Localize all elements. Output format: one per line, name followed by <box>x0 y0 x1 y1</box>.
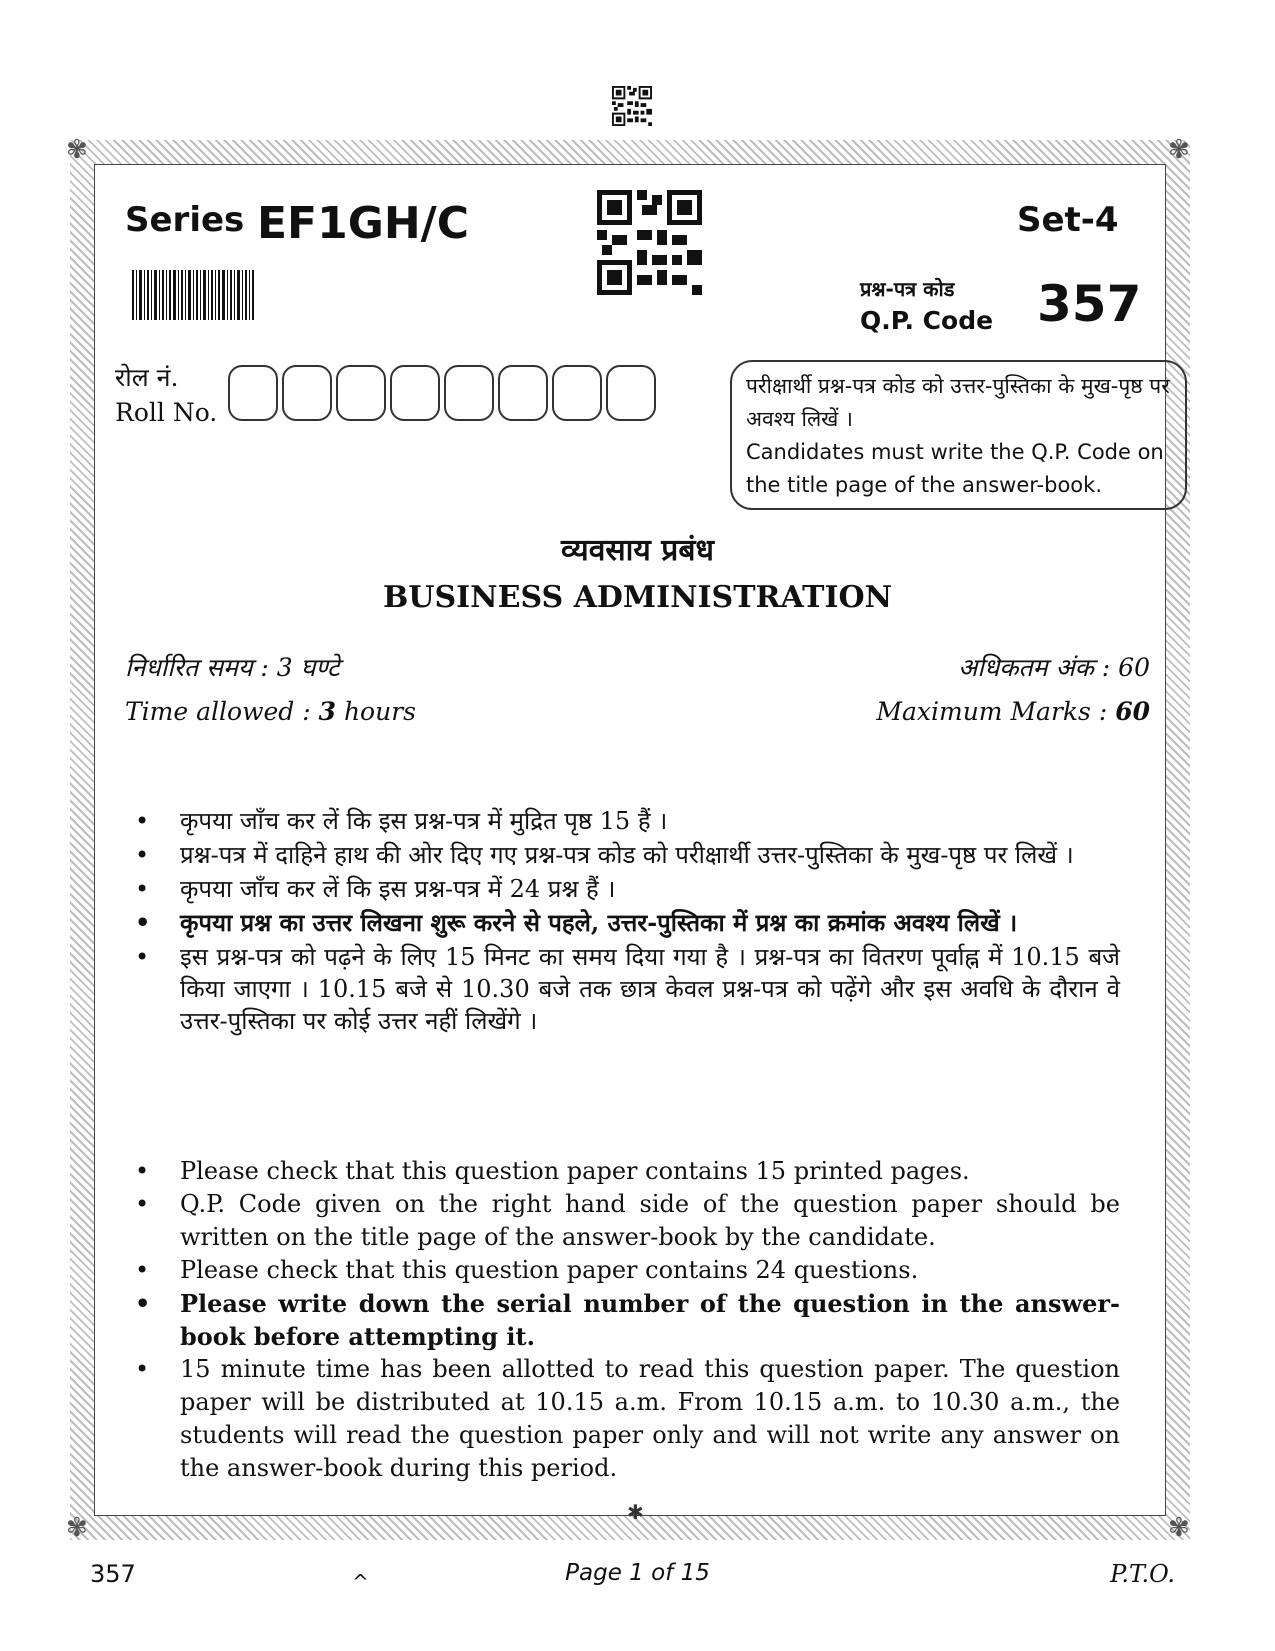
roll-number-box[interactable] <box>390 365 440 421</box>
qp-code-value: 357 <box>1037 275 1142 333</box>
roll-number-box[interactable] <box>552 365 602 421</box>
roll-number-label-hindi: रोल नं. <box>115 363 179 392</box>
roll-number-label: Roll No. <box>115 398 218 427</box>
series-label: Series <box>125 200 245 240</box>
roll-number-box[interactable] <box>228 365 278 421</box>
instructions-english <box>135 1155 1120 1485</box>
time-label: Time allowed : <box>125 697 319 726</box>
series-value: EF1GH/C <box>257 198 470 249</box>
page-number: Page 1 of 15 <box>565 1560 710 1586</box>
instruction-item: • कृपया जाँच कर लें कि इस प्रश्न-पत्र में 24 प्रश्न हैं । <box>135 873 1120 905</box>
instruction-item: • कृपया जाँच कर लें कि इस प्रश्न-पत्र में मुद्रित पृष्ठ 15 हैं । <box>135 805 1120 837</box>
instruction-item: • इस प्रश्न-पत्र को पढ़ने के लिए 15 मिनट का समय दिया गया है । प्रश्न-पत्र का वितरण पूर्वाह्न में 10.15 बजे किया जाएगा । 10.15 बजे से 10.30 बजे तक छात्र केवल प्रश्न-पत्र को पढ़ेंगे और इस अवधि के दौरान वे उत्तर-पुस्तिका पर कोई उत्तर नहीं लिखेंगे । <box>135 941 1120 1037</box>
roll-number-boxes <box>228 365 660 421</box>
instruction-item: • कृपया प्रश्न का उत्तर लिखना शुरू करने से पहले, उत्तर-पुस्तिका में प्रश्न का क्रमांक अवश्य लिखें । <box>135 907 1120 939</box>
ornament-icon: ✾ <box>1168 135 1190 165</box>
please-turn-over: P.T.O. <box>1110 1560 1175 1588</box>
notice-hindi: परीक्षार्थी प्रश्न-पत्र कोड को उत्तर-पुस्तिका के मुख-पृष्ठ पर अवश्य लिखें । <box>746 374 1170 431</box>
roll-number-box[interactable] <box>498 365 548 421</box>
qp-code-label-hindi: प्रश्न-पत्र कोड <box>860 277 955 301</box>
barcode-icon <box>132 270 254 320</box>
qp-code-label: Q.P. Code <box>860 306 994 335</box>
subject-title: BUSINESS ADMINISTRATION <box>382 580 893 615</box>
set-number: Set-4 <box>1017 200 1119 240</box>
maximum-marks <box>876 697 1150 726</box>
time-unit: hours <box>336 697 416 726</box>
instructions-hindi <box>135 805 1120 1039</box>
roll-number-box[interactable] <box>336 365 386 421</box>
notice-english: Candidates must write the Q.P. Code on the title page of the answer-book. <box>746 440 1164 497</box>
instruction-item: • Q.P. Code given on the right hand side of the question paper should be written on the title page of the answer-book by the candidate. <box>135 1188 1120 1254</box>
qr-code-icon <box>612 86 652 126</box>
time-value: 3 <box>318 697 336 726</box>
footer-mark: ^ <box>352 1570 369 1594</box>
marks-label: Maximum Marks : <box>876 697 1116 726</box>
time-allowed <box>125 697 416 726</box>
instruction-item: • Please check that this question paper contains 24 questions. <box>135 1254 1120 1287</box>
qp-code-notice <box>730 360 1187 510</box>
time-allowed-hindi: निर्धारित समय : 3 घण्टे <box>125 653 340 682</box>
roll-number-box[interactable] <box>606 365 656 421</box>
instruction-item: • Please write down the serial number of the question in the answer-book before attempting it. <box>135 1287 1120 1353</box>
instruction-item: • Please check that this question paper contains 15 printed pages. <box>135 1155 1120 1188</box>
instruction-item: • प्रश्न-पत्र में दाहिने हाथ की ओर दिए गए प्रश्न-पत्र कोड को परीक्षार्थी उत्तर-पुस्तिका के मुख-पृष्ठ पर लिखें । <box>135 839 1120 871</box>
roll-number-box[interactable] <box>444 365 494 421</box>
instruction-item: • 15 minute time has been allotted to read this question paper. The question paper will be distributed at 10.15 a.m. From 10.15 a.m. to 10.30 a.m., the students will read the question paper only and will not write any answer on the answer-book during this period. <box>135 1353 1120 1485</box>
ornament-icon: ✾ <box>66 135 88 165</box>
subject-title-hindi: व्यवसाय प्रबंध <box>561 533 714 568</box>
qr-code-icon <box>597 190 702 295</box>
ornament-icon: ✾ <box>66 1513 88 1543</box>
footer-qp-code: 357 <box>90 1560 136 1588</box>
roll-number-box[interactable] <box>282 365 332 421</box>
ornament-icon: ✾ <box>1168 1513 1190 1543</box>
marks-value: 60 <box>1115 697 1150 726</box>
star-icon: ✱ <box>627 1500 644 1524</box>
maximum-marks-hindi: अधिकतम अंक : 60 <box>958 653 1150 682</box>
